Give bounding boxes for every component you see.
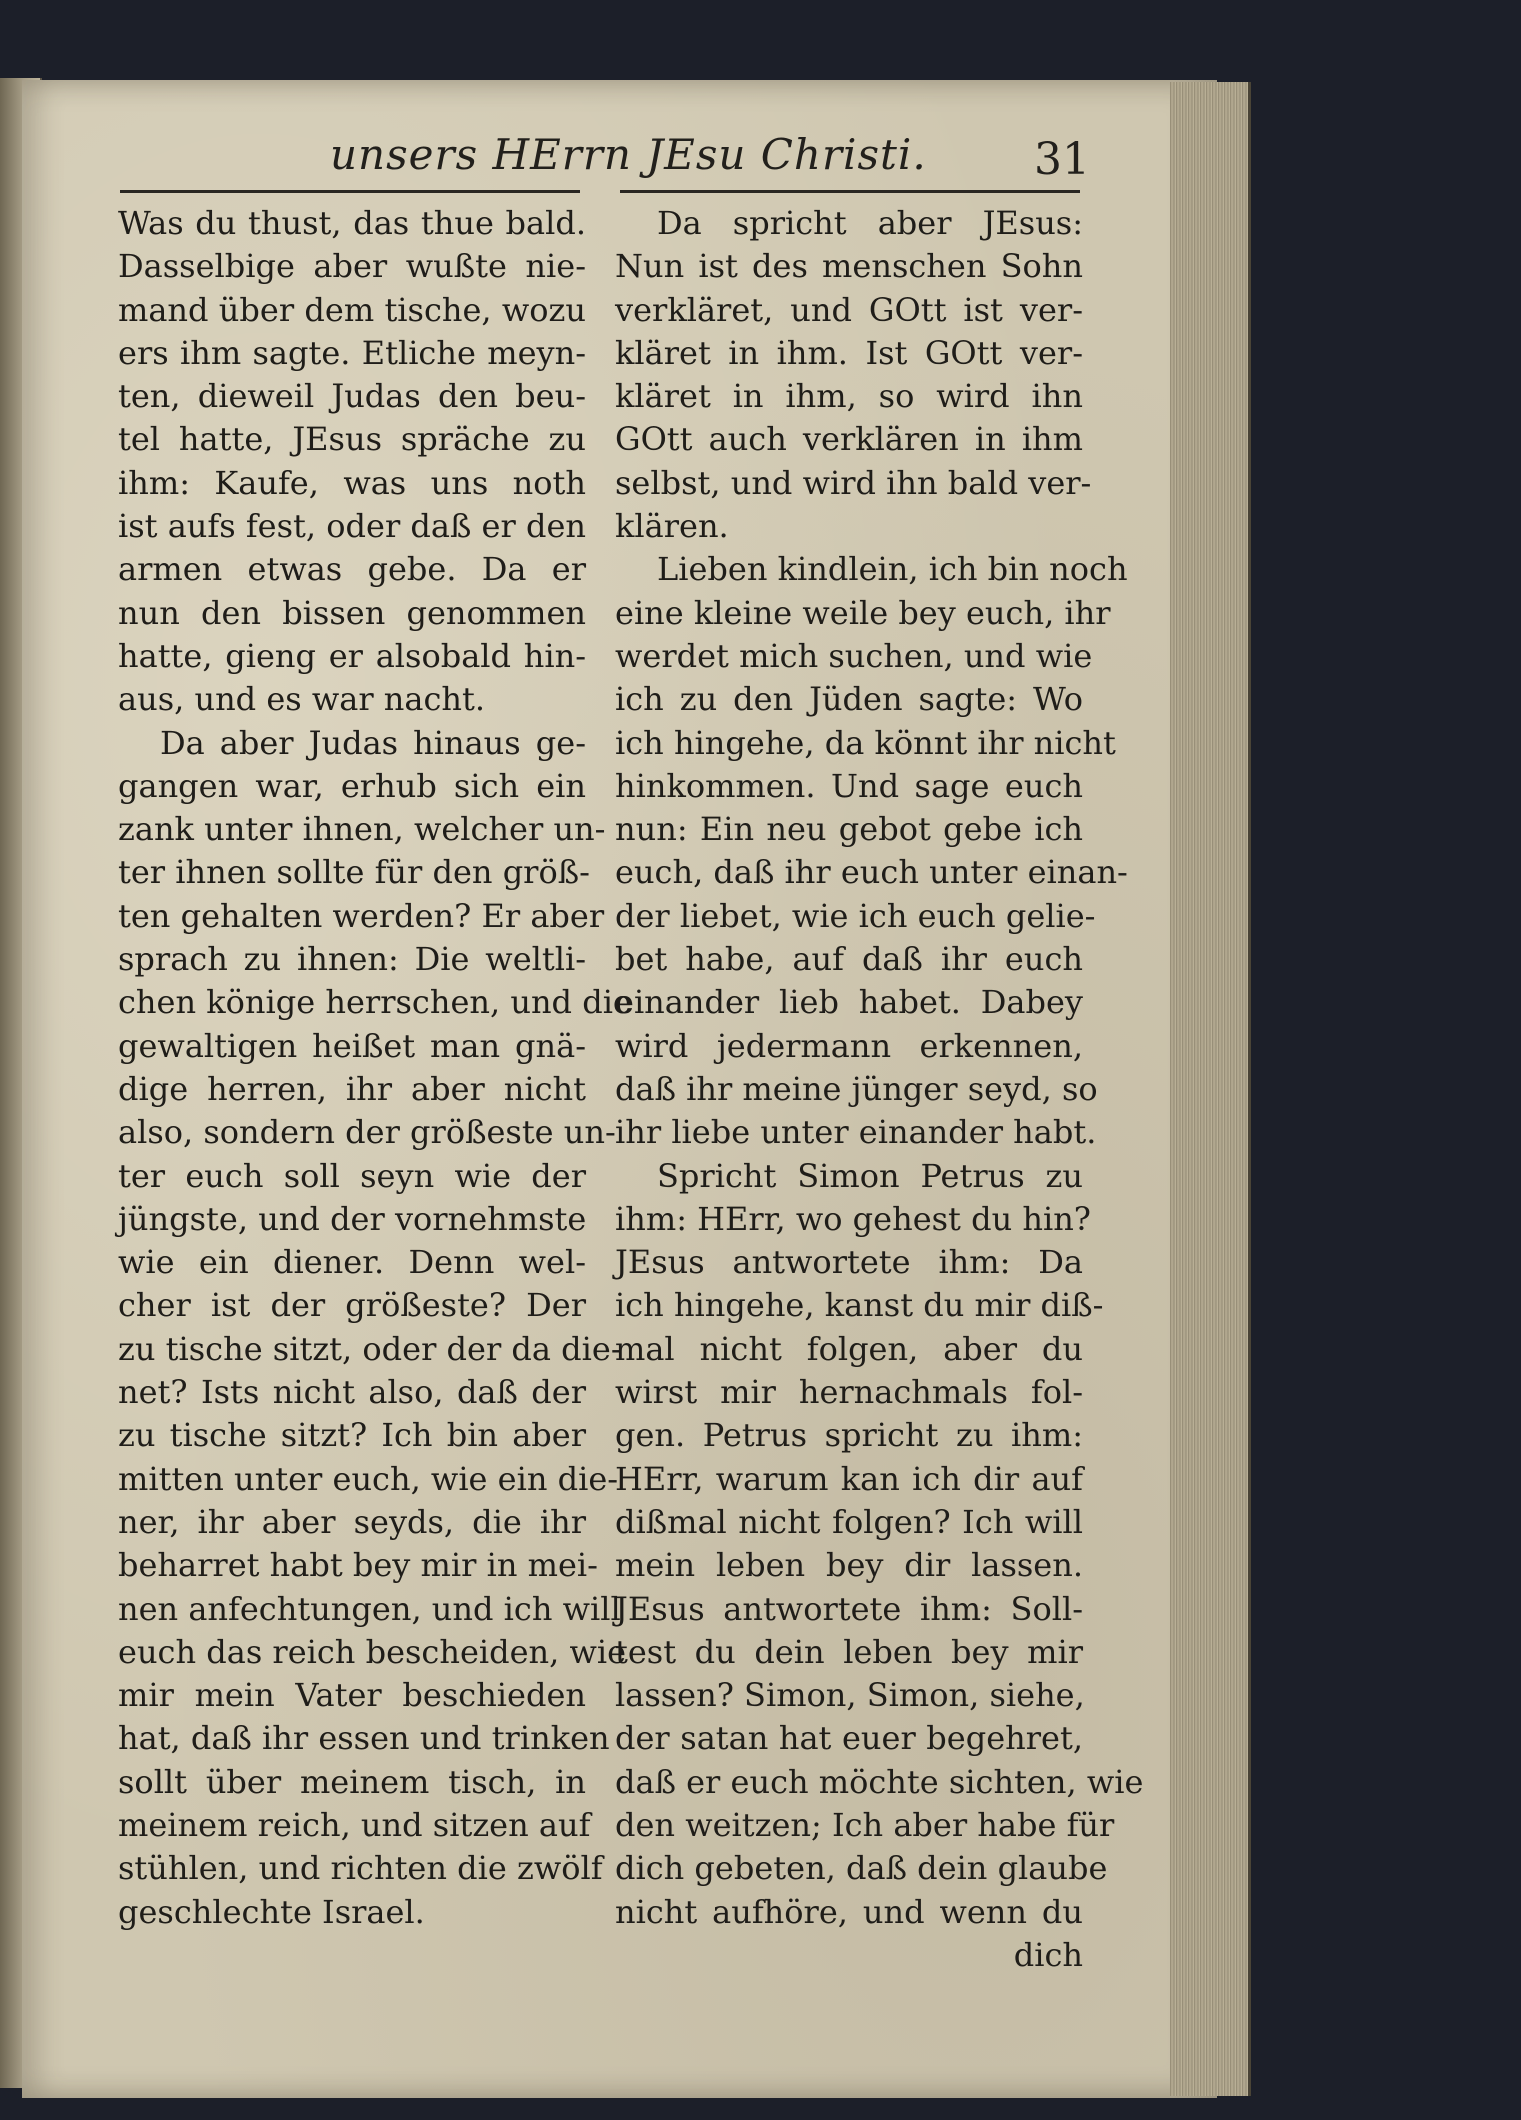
text-line: meinem reich, und sitzen auf xyxy=(118,1805,591,1844)
text-line: HErr, warum kan ich dir auf xyxy=(615,1459,1083,1498)
text-line: ihm: Kaufe, was uns noth xyxy=(118,463,586,502)
text-line: mir mein Vater beschieden xyxy=(118,1676,586,1715)
text-line: aus, und es war nacht. xyxy=(118,680,486,719)
text-line: daß er euch möchte sichten, wie xyxy=(615,1762,1144,1801)
text-line: zu tische sitzt, oder der da die- xyxy=(118,1329,622,1368)
text-line: sollt über meinem tisch, in xyxy=(118,1762,586,1801)
text-line: einander lieb habet. Dabey xyxy=(615,983,1083,1022)
text-line: ich hingehe, kanst du mir diß- xyxy=(615,1286,1104,1325)
text-line: euch, daß ihr euch unter einan- xyxy=(615,853,1128,892)
text-line: hat, daß ihr essen und trinken xyxy=(118,1719,610,1758)
text-line: euch das reich bescheiden, wie xyxy=(118,1632,627,1671)
text-line: jüngste, und der vornehmste xyxy=(118,1199,587,1238)
text-line: eine kleine weile bey euch, ihr xyxy=(615,593,1111,632)
text-line: nun: Ein neu gebot gebe ich xyxy=(615,810,1083,849)
text-line: JEsus antwortete ihm: Soll- xyxy=(615,1589,1083,1628)
text-line: GOtt auch verklären in ihm xyxy=(615,420,1083,459)
text-line: ich hingehe, da könnt ihr nicht xyxy=(615,723,1116,762)
text-line: hinkommen. Und sage euch xyxy=(615,766,1083,805)
text-line: nicht aufhöre, und wenn du xyxy=(615,1892,1083,1931)
text-line: ihm: HErr, wo gehest du hin? xyxy=(615,1199,1091,1238)
text-line: werdet mich suchen, und wie xyxy=(615,636,1093,675)
text-line: nun den bissen genommen xyxy=(118,593,586,632)
text-line: dißmal nicht folgen? Ich will xyxy=(615,1502,1083,1541)
text-line: ten gehalten werden? Er aber xyxy=(118,896,605,935)
text-line: cher ist der größeste? Der xyxy=(118,1286,586,1325)
text-line: verkläret, und GOtt ist ver- xyxy=(615,290,1083,329)
text-line: zu tische sitzt? Ich bin aber xyxy=(118,1416,586,1455)
text-line: ter euch soll seyn wie der xyxy=(118,1156,586,1195)
text-line: Spricht Simon Petrus zu xyxy=(657,1156,1083,1195)
text-line: test du dein leben bey mir xyxy=(615,1632,1083,1671)
text-line: lassen? Simon, Simon, siehe, xyxy=(615,1676,1085,1715)
text-line: ich zu den Jüden sagte: Wo xyxy=(615,680,1083,719)
text-line: selbst, und wird ihn bald ver- xyxy=(615,463,1092,502)
text-line: gen. Petrus spricht zu ihm: xyxy=(615,1416,1083,1455)
text-line: der satan hat euer begehret, xyxy=(615,1719,1083,1758)
text-line: armen etwas gebe. Da er xyxy=(118,550,586,589)
header-rule-left xyxy=(120,190,580,193)
text-line: Was du thust, das thue bald. xyxy=(118,204,586,242)
text-column-right xyxy=(615,202,1144,1977)
text-line: bet habe, auf daß ihr euch xyxy=(615,940,1083,979)
text-line: gangen war, erhub sich ein xyxy=(118,766,586,805)
text-line: beharret habt bey mir in mei- xyxy=(118,1546,598,1585)
catchword: dich xyxy=(1013,1935,1083,1974)
page-number: 31 xyxy=(1034,134,1090,185)
text-line: net? Ists nicht also, daß der xyxy=(118,1373,586,1412)
text-line: tel hatte, JEsus spräche zu xyxy=(118,420,586,459)
text-line: Da spricht aber JEsus: xyxy=(657,204,1083,242)
text-line: den weitzen; Ich aber habe für xyxy=(615,1805,1115,1844)
text-line: Dasselbige aber wußte nie- xyxy=(118,247,586,286)
page-header xyxy=(330,130,1110,190)
text-line: ihr liebe unter einander habt. xyxy=(615,1113,1097,1152)
text-line: gewaltigen heißet man gnä- xyxy=(118,1026,586,1065)
text-line: der liebet, wie ich euch gelie- xyxy=(615,896,1096,935)
text-line: mitten unter euch, wie ein die- xyxy=(118,1459,619,1498)
text-line: dich gebeten, daß dein glaube xyxy=(615,1849,1108,1888)
text-line: kläret in ihm. Ist GOtt ver- xyxy=(615,333,1083,372)
text-line: JEsus antwortete ihm: Da xyxy=(615,1243,1083,1282)
text-line: daß ihr meine jünger seyd, so xyxy=(615,1069,1098,1108)
text-line: geschlechte Israel. xyxy=(118,1892,425,1931)
text-column-left xyxy=(118,202,632,1934)
page-fore-edge xyxy=(1170,82,1251,2096)
text-line: wie ein diener. Denn wel- xyxy=(118,1243,586,1282)
text-line: mand über dem tische, wozu xyxy=(118,290,586,329)
text-line: ter ihnen sollte für den größ- xyxy=(118,853,590,892)
running-title: unsers HErrn JEsu Christi. xyxy=(330,130,927,179)
text-line: ers ihm sagte. Etliche meyn- xyxy=(118,333,586,372)
text-line: dige herren, ihr aber nicht xyxy=(118,1069,586,1108)
header-rule-right xyxy=(620,190,1080,193)
text-line: mal nicht folgen, aber du xyxy=(615,1329,1083,1368)
text-line: wird jedermann erkennen, xyxy=(615,1026,1083,1065)
text-line: sprach zu ihnen: Die weltli- xyxy=(118,940,586,979)
text-line: kläret in ihm, so wird ihn xyxy=(615,377,1083,416)
text-line: Lieben kindlein, ich bin noch xyxy=(657,550,1128,589)
text-line: Nun ist des menschen Sohn xyxy=(615,247,1083,286)
text-line: wirst mir hernachmals fol- xyxy=(615,1373,1083,1412)
text-line: also, sondern der größeste un- xyxy=(118,1113,616,1152)
text-line: hatte, gieng er alsobald hin- xyxy=(118,636,586,675)
text-line: nen anfechtungen, und ich will xyxy=(118,1589,621,1628)
text-line: stühlen, und richten die zwölf xyxy=(118,1849,603,1888)
text-line: zank unter ihnen, welcher un- xyxy=(118,810,606,849)
text-line: mein leben bey dir lassen. xyxy=(615,1546,1083,1585)
text-line: chen könige herrschen, und die xyxy=(118,983,632,1022)
text-line: ten, dieweil Judas den beu- xyxy=(118,377,586,416)
text-line: ist aufs fest, oder daß er den xyxy=(118,507,586,546)
text-line: klären. xyxy=(615,507,729,546)
text-line: ner, ihr aber seyds, die ihr xyxy=(118,1502,586,1541)
text-line: Da aber Judas hinaus ge- xyxy=(160,723,586,762)
